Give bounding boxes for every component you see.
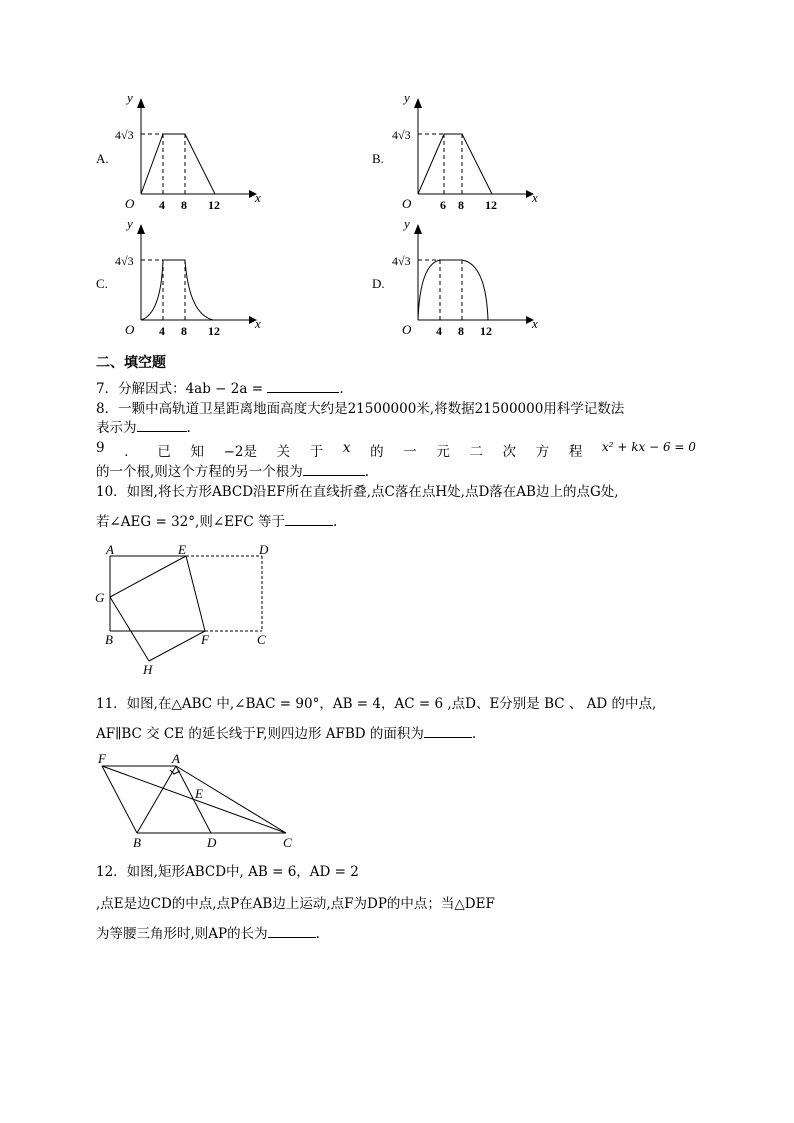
y-arrow (137, 98, 145, 108)
tick-2: 8 (458, 198, 464, 212)
tick-2: 8 (181, 198, 187, 212)
origin-label: O (125, 322, 135, 337)
tick-3: 12 (485, 198, 497, 212)
x-axis-label: x (532, 190, 538, 205)
tick-1: 6 (440, 198, 446, 212)
segment-ac (176, 766, 286, 833)
option-b-label: B. (372, 151, 384, 166)
answer-blank-9[interactable] (303, 461, 365, 476)
q9-part: 次 (502, 444, 517, 460)
point-d: D (207, 835, 217, 850)
question-9-line2 (96, 460, 369, 480)
q9-part: 元 (436, 444, 450, 460)
question-11-line2 (96, 722, 476, 742)
tick-2: 8 (181, 324, 187, 338)
graph-d (392, 214, 542, 344)
question-7-text: 7．分解因式：4ab − 2a = (96, 381, 264, 397)
x-axis-label: x (255, 316, 261, 331)
question-9-line2-text: 的一个根,则这个方程的另一个根为 (96, 464, 303, 480)
q9-part: 的 (370, 444, 384, 460)
question-11-line1: 11．如图,在△ABC 中,∠BAC = 90°，AB = 4，AC = 6 ,点D、E分别是 BC 、 AD 的中点, (96, 696, 657, 712)
ymax-label: 4√3 (115, 254, 134, 268)
period: . (471, 726, 477, 742)
q9-part: 方 (535, 444, 550, 460)
q9-part: 关 (276, 444, 291, 460)
question-10-line2-text: 若∠AEG = 32°,则∠EFC 等于 (96, 514, 285, 530)
segment-ab (137, 766, 176, 833)
x-axis-label: x (532, 316, 538, 331)
q9-part: 程 (568, 444, 583, 460)
period: . (339, 381, 344, 397)
y-axis-label: y (127, 90, 133, 105)
point-f: F (98, 751, 106, 766)
period: . (332, 514, 338, 530)
point-e: E (178, 542, 186, 557)
segment-hf (149, 631, 205, 661)
q9-part: x (342, 440, 351, 456)
origin-label: O (125, 196, 135, 211)
question-12-line3 (96, 922, 320, 942)
period: . (186, 420, 191, 436)
y-axis-label: y (404, 90, 410, 105)
answer-blank-8[interactable] (137, 417, 187, 432)
question-9-line1 (96, 440, 696, 460)
q9-part: 已 (157, 444, 171, 460)
period: . (364, 464, 370, 480)
point-b: B (105, 632, 113, 647)
figure-10 (90, 538, 280, 678)
segment-ef (186, 556, 205, 631)
point-b: B (133, 835, 141, 850)
tick-3: 12 (208, 324, 220, 338)
question-7 (96, 377, 344, 397)
option-c-label: C. (96, 276, 108, 291)
segment-fb (102, 766, 137, 833)
ymax-label: 4√3 (392, 128, 411, 142)
segment-gh (110, 597, 149, 661)
segment-fc (102, 766, 286, 833)
y-arrow (414, 98, 422, 108)
q9-part: 知 (190, 444, 204, 460)
graph-b (392, 88, 542, 218)
question-12-line1: 12．如图,矩形ABCD中, AB = 6，AD = 2 (96, 864, 359, 880)
tick-3: 12 (480, 324, 492, 338)
y-axis-label: y (404, 216, 410, 231)
question-12-line3-text: 为等腰三角形时,则AP的长为 (96, 926, 268, 942)
origin-label: O (402, 196, 412, 211)
point-e: E (195, 786, 203, 801)
curve (141, 134, 215, 194)
tick-3: 12 (208, 198, 220, 212)
section-title: 二、填空题 (96, 355, 166, 371)
segment-ge (110, 556, 186, 597)
origin-label: O (402, 322, 412, 337)
question-10-line2 (96, 510, 337, 530)
point-g: G (95, 590, 105, 605)
point-c: C (283, 835, 292, 850)
q9-equation: x² + kx − 6 = 0 (602, 440, 696, 454)
point-h: H (143, 662, 153, 677)
y-arrow (137, 224, 145, 234)
q9-part: 二 (469, 444, 483, 460)
question-12-line2: ,点E是边CD的中点,点P在AB边上运动,点F为DP的中点；当△DEF (96, 896, 495, 912)
answer-blank-7[interactable] (267, 378, 339, 393)
graph-a (115, 88, 265, 218)
tick-1: 4 (436, 324, 442, 338)
question-11-line2-text: AF∥BC 交 CE 的延长线于F,则四边形 AFBD 的面积为 (96, 726, 424, 742)
graph-c (115, 214, 265, 344)
ymax-label: 4√3 (392, 254, 411, 268)
question-8-line1: 8．一颗中高轨道卫星距离地面高度大约是21500000米,将数据21500000用科学记数法 (96, 401, 625, 417)
tick-1: 4 (159, 198, 165, 212)
point-a: A (106, 542, 114, 557)
q9-part: 9 (96, 440, 105, 456)
point-c: C (257, 632, 266, 647)
ymax-label: 4√3 (115, 128, 134, 142)
question-8-line2-text: 表示为 (96, 420, 137, 436)
x-axis-label: x (255, 190, 261, 205)
curve (418, 134, 492, 194)
curve (141, 260, 213, 320)
q9-part: 于 (309, 444, 324, 460)
point-a: A (172, 751, 180, 766)
question-8-line2 (96, 416, 191, 436)
q9-part: 一 (403, 444, 417, 460)
q9-part: −2是 (223, 444, 257, 460)
tick-2: 8 (458, 324, 464, 338)
answer-blank-11[interactable] (424, 723, 472, 738)
y-arrow (414, 224, 422, 234)
tick-1: 4 (159, 324, 165, 338)
curve (418, 260, 488, 320)
option-a-label: A. (96, 151, 109, 166)
option-d-label: D. (372, 276, 385, 291)
period: . (315, 926, 320, 942)
point-d: D (259, 542, 269, 557)
answer-blank-12[interactable] (268, 923, 316, 938)
figure-11 (90, 746, 305, 851)
y-axis-label: y (127, 216, 133, 231)
point-f: F (201, 632, 209, 647)
question-10-line1: 10．如图,将长方形ABCD沿EF所在直线折叠,点C落在点H处,点D落在AB边上的点G处, (96, 484, 619, 500)
answer-blank-10[interactable] (285, 511, 333, 526)
q9-part: ． (124, 444, 138, 460)
